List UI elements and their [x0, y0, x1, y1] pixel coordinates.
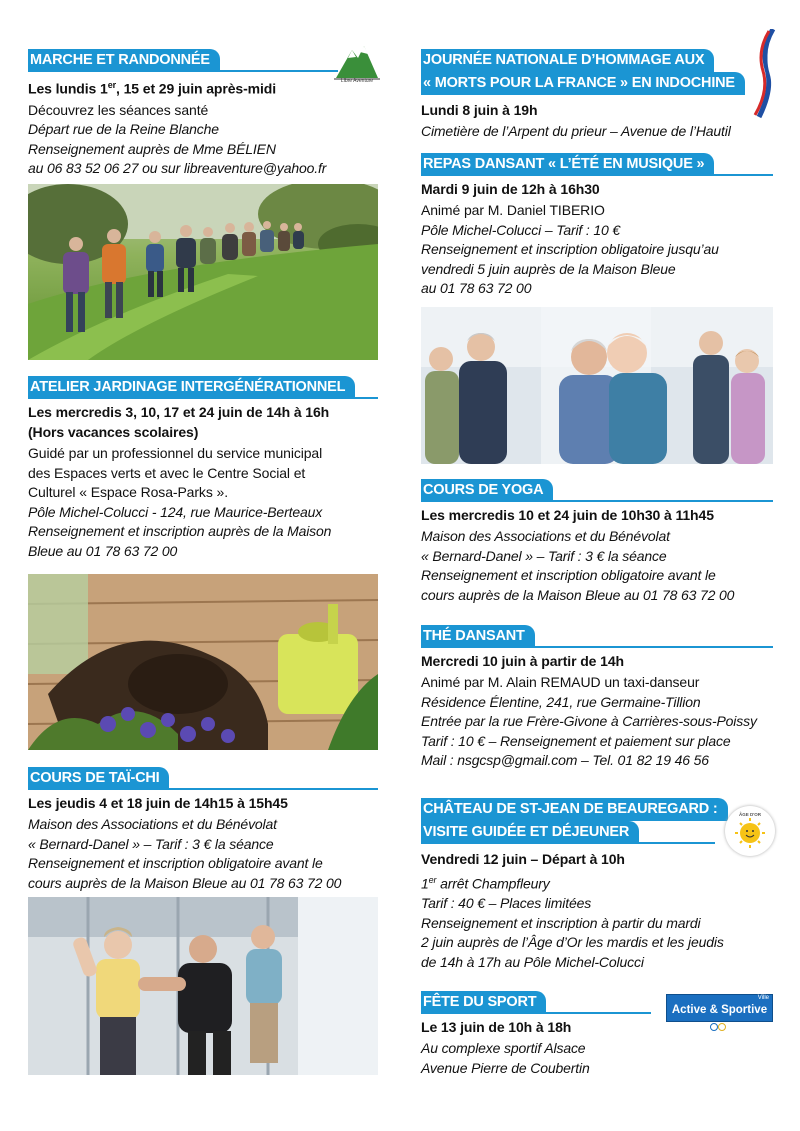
- event-date: Les jeudis 4 et 18 juin de 14h15 à 15h45: [28, 795, 288, 811]
- section-header: [421, 49, 739, 95]
- section-marche: [28, 49, 378, 179]
- section-yoga: [421, 479, 773, 605]
- event-line: Avenue Pierre de Coubertin: [421, 1059, 590, 1076]
- section-header: [28, 767, 378, 790]
- section-title-line1: JOURNÉE NATIONALE D’HOMMAGE AUX: [421, 49, 714, 72]
- section-title: FÊTE DU SPORT: [421, 991, 546, 1014]
- event-line: Animé par M. Daniel TIBERIO: [421, 202, 605, 218]
- event-line: Renseignement et inscription auprès de la Maison: [28, 523, 332, 540]
- event-date: Mardi 9 juin de 12h à 16h30: [421, 181, 600, 197]
- event-line: Renseignement et inscription obligatoire jusqu’au: [421, 241, 719, 258]
- section-the-dansant: [421, 625, 773, 771]
- event-line: Tarif : 40 € – Places limitées: [421, 895, 592, 912]
- event-date: Les lundis 1er, 15 et 29 juin après-midi: [28, 80, 277, 97]
- event-line: Départ rue de la Reine Blanche: [28, 121, 219, 138]
- event-line: Pôle Michel-Colucci – Tarif : 10 €: [421, 221, 621, 238]
- active-sportive-logo: Ville Active & Sportive: [666, 994, 773, 1032]
- event-line: Culturel « Espace Rosa-Parks ».: [28, 484, 228, 501]
- libre-aventure-logo: Libre Aventure: [332, 40, 382, 84]
- event-date: Les mercredis 3, 10, 17 et 24 juin de 14h à 16h: [28, 404, 330, 420]
- event-line: cours auprès de la Maison Bleue au 01 78 63 72 00: [421, 586, 735, 603]
- event-date: Lundi 8 juin à 19h: [421, 102, 538, 118]
- event-line: Renseignement et inscription obligatoire avant le: [28, 855, 323, 872]
- event-line: Entrée par la rue Frère-Givone à Carrières-sous-Poissy: [421, 713, 757, 730]
- event-line: Résidence Élentine, 241, rue Germaine-Tillion: [421, 693, 701, 710]
- event-line: Renseignement et inscription obligatoire avant le: [421, 567, 716, 584]
- event-line: Guidé par un professionnel du service municipal: [28, 445, 323, 461]
- section-header: [28, 49, 338, 72]
- section-taichi: [28, 767, 378, 893]
- event-line: Pôle Michel-Colucci - 124, rue Maurice-Berteaux: [28, 503, 323, 520]
- section-header: [28, 376, 378, 399]
- dancing-photo: [421, 307, 773, 464]
- event-date: Vendredi 12 juin – Départ à 10h: [421, 851, 625, 867]
- event-line: Renseignement auprès de Mme BÉLIEN: [28, 140, 276, 157]
- event-date: Les mercredis 10 et 24 juin de 10h30 à 11h45: [421, 507, 714, 523]
- section-title: ATELIER JARDINAGE INTERGÉNÉRATIONNEL: [28, 376, 355, 399]
- section-chateau: [421, 798, 773, 973]
- event-line: vendredi 5 juin auprès de la Maison Bleue: [421, 260, 676, 277]
- event-line: Mail : nsgcsp@gmail.com – Tel. 01 82 19 46 56: [421, 752, 709, 769]
- section-title: COURS DE YOGA: [421, 479, 553, 502]
- event-line: 2 juin auprès de l’Âge d’Or les mardis et les jeudis: [421, 934, 724, 951]
- event-line: « Bernard-Danel » – Tarif : 3 € la séance: [28, 835, 274, 852]
- hiking-photo: [28, 184, 378, 360]
- gardening-photo: [28, 574, 378, 750]
- event-date: Le 13 juin de 10h à 18h: [421, 1019, 572, 1035]
- event-line: « Bernard-Danel » – Tarif : 3 € la séance: [421, 547, 667, 564]
- section-title: COURS DE TAÏ-CHI: [28, 767, 169, 790]
- section-title: THÉ DANSANT: [421, 625, 535, 648]
- section-fete-du-sport: [421, 991, 773, 1078]
- event-line: Maison des Associations et du Bénévolat: [28, 816, 277, 832]
- section-hommage: [421, 49, 773, 142]
- section-header: [421, 991, 651, 1014]
- event-line: Maison des Associations et du Bénévolat: [421, 528, 670, 544]
- event-line: au 01 78 63 72 00: [421, 280, 532, 297]
- event-date: Mercredi 10 juin à partir de 14h: [421, 653, 624, 669]
- age-dor-logo: ÂGE D'OR: [725, 806, 775, 856]
- event-line: Cimetière de l’Arpent du prieur – Avenue de l’Hautil: [421, 123, 731, 139]
- section-title-line2: VISITE GUIDÉE ET DÉJEUNER: [421, 821, 639, 844]
- event-line: au 06 83 52 06 27 ou sur libreaventure@yahoo.fr: [28, 160, 327, 177]
- section-header: [421, 153, 773, 176]
- section-title-line1: CHÂTEAU DE ST-JEAN DE BEAUREGARD :: [421, 798, 728, 821]
- event-line: 1er arrêt Champfleury: [421, 875, 550, 892]
- event-line: Animé par M. Alain REMAUD un taxi-danseur: [421, 674, 700, 690]
- section-header: [421, 625, 773, 648]
- event-date-note: (Hors vacances scolaires): [28, 424, 199, 440]
- event-line: des Espaces verts et avec le Centre Social et: [28, 464, 306, 481]
- section-title: REPAS DANSANT « L’ÉTÉ EN MUSIQUE »: [421, 153, 714, 176]
- french-flag-ribbon-icon: [751, 29, 779, 119]
- event-line: Découvrez les séances santé: [28, 101, 209, 118]
- event-line: de 14h à 17h au Pôle Michel-Colucci: [421, 954, 644, 971]
- event-line: Bleue au 01 78 63 72 00: [28, 542, 178, 559]
- event-line: Tarif : 10 € – Renseignement et paiement sur place: [421, 732, 731, 749]
- section-header: [421, 479, 773, 502]
- event-line: Au complexe sportif Alsace: [421, 1040, 586, 1056]
- event-line: cours auprès de la Maison Bleue au 01 78 63 72 00: [28, 874, 342, 891]
- section-repas: [421, 153, 773, 299]
- section-title: MARCHE ET RANDONNÉE: [28, 49, 220, 72]
- event-line: Renseignement et inscription à partir du mardi: [421, 914, 701, 931]
- section-jardinage: [28, 376, 378, 562]
- section-title-line2: « MORTS POUR LA FRANCE » EN INDOCHINE: [421, 72, 745, 95]
- taichi-photo: [28, 897, 378, 1075]
- section-header: [421, 798, 718, 844]
